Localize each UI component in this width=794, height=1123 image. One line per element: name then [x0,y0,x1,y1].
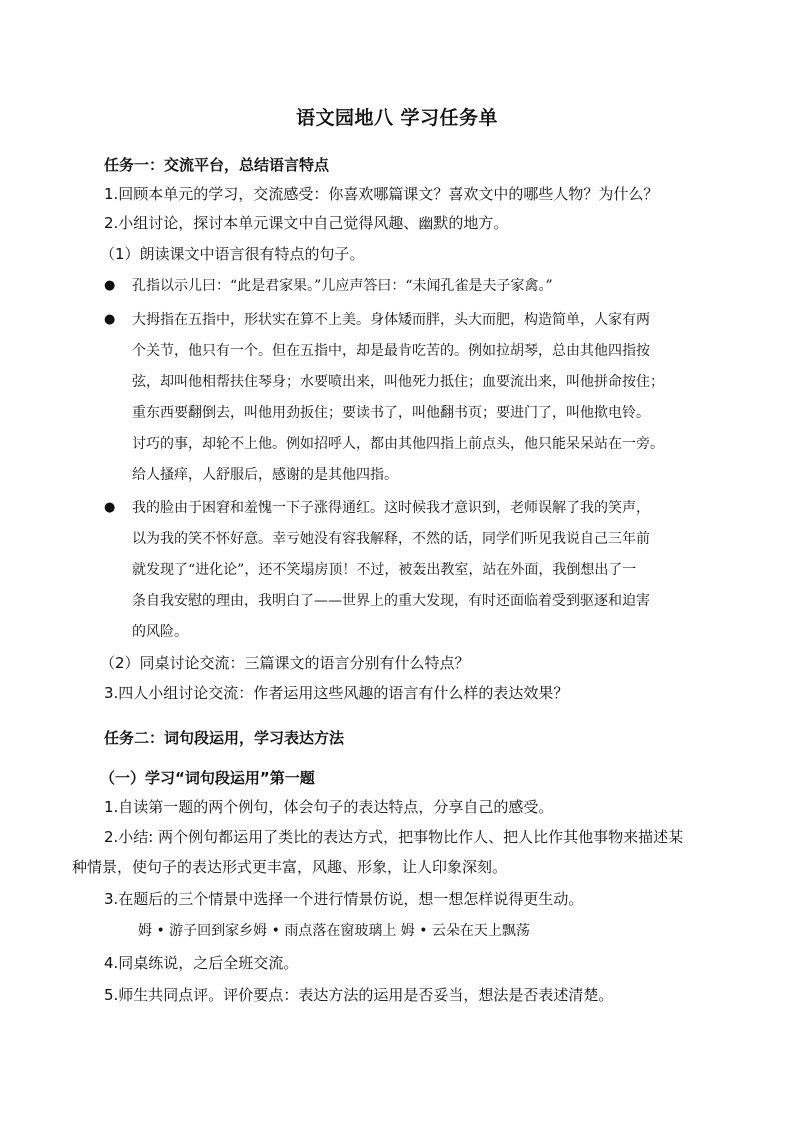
passage-2-line: 个关节，他只有一个。但在五指中，却是最肯吃苦的。例如拉胡琴，总由其他四指按 [132,343,650,359]
passage-3-line: 我的脸由于困窘和羞愧一下子涨得通红。这时候我才意识到，老师误解了我的笑声， [132,500,650,516]
passage-1-line: 孔指以示儿曰：“此是君家果。”儿应声答曰：“未闻孔雀是夫子家禽。” [132,278,553,294]
bullet-icon: ● [104,500,116,515]
task1-subitem-1: （1）朗读课文中语言很有特点的句子。 [100,245,365,263]
task2-question-1: 1.自读第一题的两个例句，体会句子的表达特点，分享自己的感受。 [104,798,554,816]
passage-2-line: 给人搔痒，人舒服后，感谢的是其他四指。 [132,467,398,483]
bullet-icon: ● [104,312,116,327]
task2-question-2-line-1: 2.小结: 两个例句都运用了类比的表达方式，把事物比作人、把人比作其他事物来描述某 [104,828,684,846]
task1-subitem-2: （2）同桌讨论交流：三篇课文的语言分别有什么特点？ [100,654,470,672]
task1-question-1: 1.回顾本单元的学习，交流感受：你喜欢哪篇课文？喜欢文中的哪些人物？为什么？ [104,185,659,203]
task2-question-4: 4.同桌练说，之后全班交流。 [104,954,299,972]
task2-question-3: 3.在题后的三个情景中选择一个进行情景仿说，想一想怎样说得更生动。 [104,890,584,908]
scene-options: 姆 • 游子回到家乡姆 • 雨点落在窗玻璃上 姆 • 云朵在天上飘荡 [138,923,530,939]
passage-2-line: 大拇指在五指中，形状实在算不上美。身体矮而胖，头大而肥，构造简单，人家有两 [132,312,650,328]
task2-question-5: 5.师生共同点评。评价要点：表达方法的运用是否妥当，想法是否表述清楚。 [104,986,614,1004]
passage-3-line: 就发现了“进化论”，还不笑塌房顶！不过，被轰出教室，站在外面，我倒想出了一 [132,562,637,578]
task2-heading: 任务二：词句段运用，学习表达方法 [104,729,345,747]
passage-2-line: 讨巧的事，却轮不上他。例如招呼人，都由其他四指上前点头，他只能呆呆站在一旁。 [132,436,664,452]
passage-3-line: 以为我的笑不怀好意。幸亏她没有容我解释，不然的话，同学们听见我说自己三年前 [132,531,650,547]
passage-2-line: 弦，却叫他相帮扶住琴身；水要喷出来，叫他死力抵住；血要流出来，叫他拼命按住； [132,374,664,390]
page-title: 语文园地八 学习任务单 [295,107,499,129]
task1-heading: 任务一：交流平台，总结语言特点 [104,156,330,174]
task1-question-3: 3.四人小组讨论交流：作者运用这些风趣的语言有什么样的表达效果？ [104,684,569,702]
passage-3-line: 的风险。 [132,624,188,640]
task2-question-2-line-2: 种情景，使句子的表达形式更丰富，风趣、形象，让人印象深刻。 [72,858,508,876]
passage-2-line: 重东西要翻倒去，叫他用劲扳住；要读书了，叫他翻书页；要进门了，叫他揿电铃。 [132,405,650,421]
bullet-icon: ● [104,278,116,293]
task1-question-2: 2.小组讨论，探讨本单元课文中自己觉得风趣、幽默的地方。 [104,214,509,232]
passage-3-line: 条自我安慰的理由，我明白了——世界上的重大发现，有时还面临着受到驱逐和迫害 [132,593,650,609]
task2-subheading: （一）学习“词句段运用”第一题 [100,769,315,787]
